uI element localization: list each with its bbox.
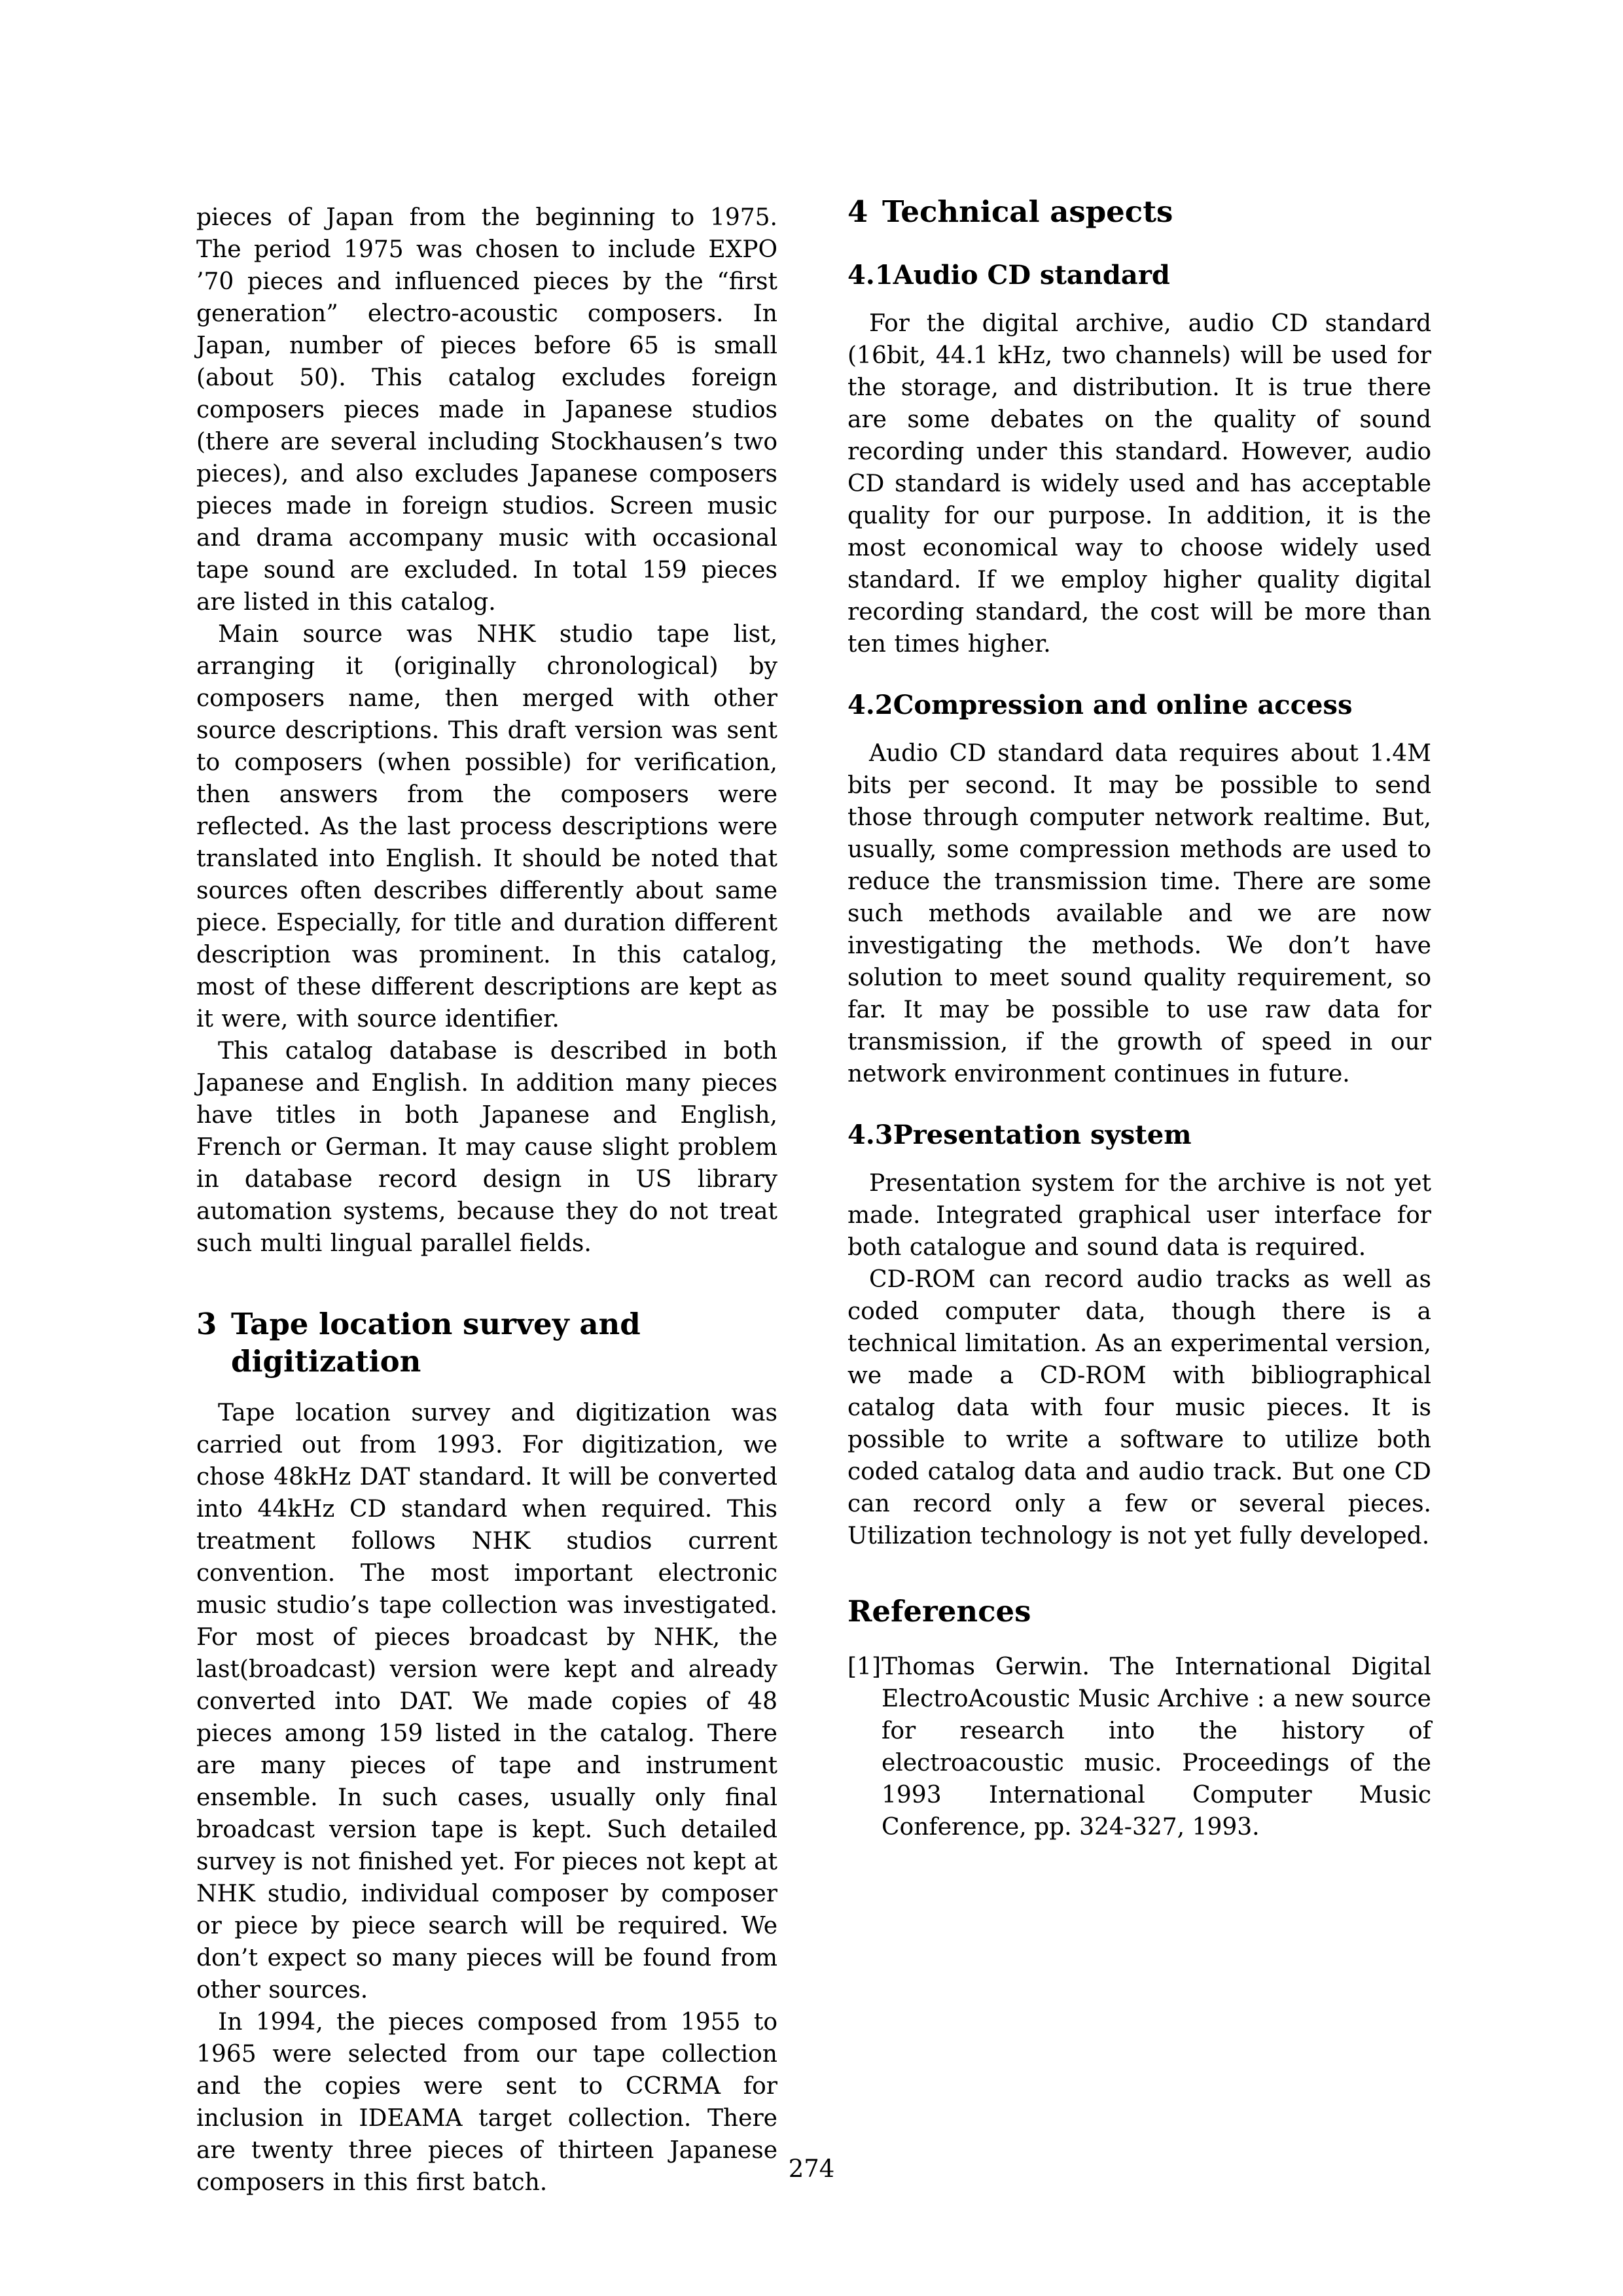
paragraph-catalog-database: This catalog database is described in both Japanese and English. In addition many pieces have titles in both Japanese and English, French or German. It may cause slight problem in database record design in US library automation systems, because they do not treat such multi lingual parallel fields. [196, 1038, 777, 1257]
reference-1-label: [1] [847, 1653, 881, 1680]
subsection-4-1-heading [847, 259, 1431, 292]
section-4-number: 4 [847, 194, 868, 229]
paragraph-cdrom-experiment: CD-ROM can record audio tracks as well as coded computer data, though there is a technical limitation. As an experimental version, we made a CD-ROM with bibliographical catalog data with four music pieces. It is possible to write a software to utilize both coded catalog data and audio track. But one CD can record only a few or several pieces. Utilization technology is not yet fully developed. [847, 1266, 1431, 1549]
reference-item-1 [847, 1651, 1431, 1843]
subsection-4-1-title: Audio CD standard [893, 260, 1170, 291]
section-4-heading [847, 193, 1431, 230]
section-3-number: 3 [196, 1307, 217, 1341]
subsection-4-2-title: Compression and online access [893, 690, 1353, 720]
paragraph-1994-selection: In 1994, the pieces composed from 1955 to 1965 were selected from our tape collection and the copies were sent to CCRMA for inclusion in IDEAMA target collection. There are twenty three pieces of thirteen Japanese composers in this first batch. [196, 2009, 777, 2196]
paragraph-compression-online-access: Audio CD standard data requires about 1.4M bits per second. It may be possible to send those through computer network realtime. But, usually, some compression methods are used to reduce the transmission time. There are some such methods available and we are now investigating the methods. We don’t have solution to meet sound quality requirement, so far. It may be possible to use raw data for transmission, if the growth of speed in our network environment continues in future. [847, 740, 1431, 1087]
page-number: 274 [788, 2155, 835, 2183]
references-heading: References [847, 1594, 1031, 1629]
subsection-4-3-number: 4.3 [847, 1120, 893, 1150]
section-3-heading [196, 1305, 777, 1380]
section-3-title: Tape location survey and digitization [231, 1307, 641, 1379]
paragraph-audio-cd-standard: For the digital archive, audio CD standard (16bit, 44.1 kHz, two channels) will be used for the storage, and distribution. It is true there are some debates on the quality of sound recording under this standard. However, audio CD standard is widely used and has acceptable quality for our purpose. In addition, it is the most economical way to choose widely used standard. If we employ higher quality digital recording standard, the cost will be more than ten times higher. [847, 310, 1431, 658]
paragraph-presentation-system: Presentation system for the archive is not yet made. Integrated graphical user interface for both catalogue and sound data is required. [847, 1170, 1431, 1261]
paragraph-tape-survey: Tape location survey and digitization was carried out from 1993. For digitization, we chose 48kHz DAT standard. It will be converted into 44kHz CD standard when required. This treatment follows NHK studios current convention. The most important electronic music studio’s tape collection was investigated. For most of pieces broadcast by NHK, the last(broadcast) version were kept and already converted into DAT. We made copies of 48 pieces among 159 listed in the catalog. There are many pieces of tape and instrument ensemble. In such cases, usually only final broadcast version tape is kept. Such detailed survey is not finished yet. For pieces not kept at NHK studio, individual composer by composer or piece by piece search will be required. We don’t expect so many pieces will be found from other sources. [196, 1400, 778, 2004]
left-column [196, 202, 777, 2199]
subsection-4-2-number: 4.2 [847, 690, 893, 720]
subsection-4-2-heading [847, 689, 1431, 722]
right-column [847, 193, 1431, 1843]
subsection-4-3-title: Presentation system [893, 1120, 1192, 1150]
section-4-title: Technical aspects [882, 194, 1173, 229]
paragraph-main-source: Main source was NHK studio tape list, arranging it (originally chronological) by composers name, then merged with other source descriptions. This draft version was sent to composers (when possible) for verification, then answers from the composers were reflected. As the last process descriptions were translated into English. It should be noted that sources often describes differently about same piece. Especially, for title and duration different description was prominent. In this catalog, most of these different descriptions are kept as it were, with source identifier. [196, 621, 777, 1033]
paragraph-catalog-scope: pieces of Japan from the beginning to 1975. The period 1975 was chosen to include EXPO ’70 pieces and influenced pieces by the “first generation” electro-acoustic composers. In Japan, number of pieces before 65 is small (about 50). This catalog excludes foreign composers pieces made in Japanese studios (there are several including Stockhausen’s two pieces), and also excludes Japanese composers pieces made in foreign studios. Screen music and drama accompany music with occasional tape sound are excluded. In total 159 pieces are listed in this catalog. [196, 204, 777, 616]
subsection-4-3-heading [847, 1119, 1431, 1152]
subsection-4-1-number: 4.1 [847, 260, 893, 291]
reference-1-text: Thomas Gerwin. The International Digital ElectroAcoustic Music Archive : a new source for research into the history of electroacoustic music. Proceedings of the 1993 International Computer Music Conference, pp. 324-327, 1993. [882, 1653, 1431, 1841]
